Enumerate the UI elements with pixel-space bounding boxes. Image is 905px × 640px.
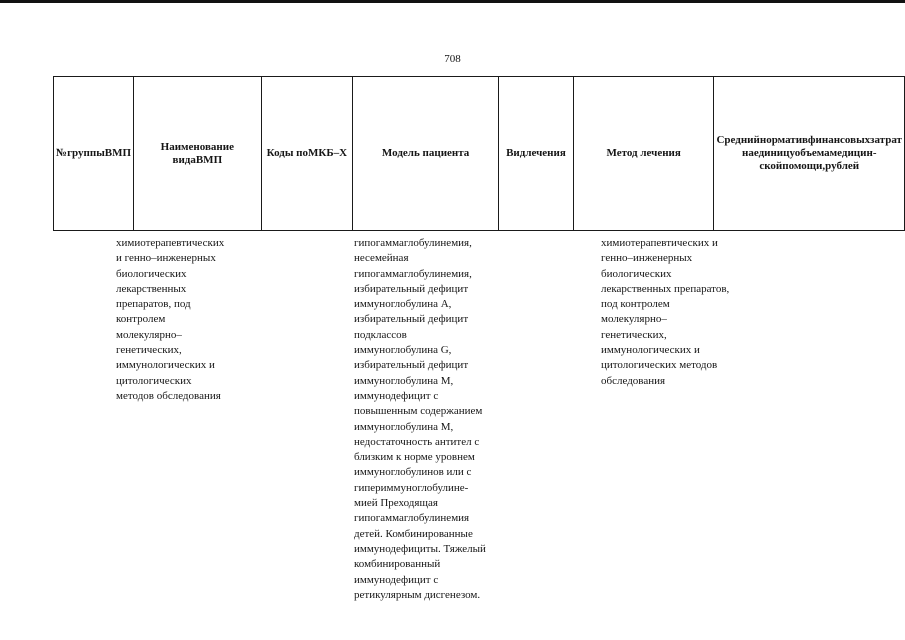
- cell-vmp-name-line: цитологических: [116, 374, 192, 387]
- header-patient-model-line: Модель пациента: [381, 147, 470, 159]
- cell-vmp-name-line: методов обследования: [116, 389, 221, 402]
- cell-patient-model-line: избирательный дефицит: [354, 359, 469, 372]
- cell-treatment-method-line: под контролем: [601, 298, 670, 311]
- header-treatment-type-line: Вид: [506, 147, 526, 159]
- header-cell-vmp-type-name: [134, 77, 261, 231]
- cell-vmp-name-line: иммунологических и: [116, 359, 215, 372]
- cell-treatment-method-line: иммунологических и: [601, 344, 700, 357]
- cell-patient-model-line: ретикулярным дисгенезом.: [354, 588, 481, 601]
- header-cell-treatment-type: [499, 77, 574, 231]
- cell-patient-model-line: комбинированный: [354, 558, 441, 571]
- header-group-no-line: №: [56, 147, 68, 159]
- header-vmp-type-name-line: ВМП: [195, 153, 223, 166]
- cell-treatment-method-line: молекулярно–: [601, 313, 667, 326]
- cell-treatment-method-line: лекарственных препаратов,: [601, 282, 730, 295]
- table-header: [53, 76, 905, 231]
- header-icd-codes-line: МКБ–Х: [308, 147, 348, 159]
- cell-patient-model-line: избирательный дефицит: [354, 313, 469, 326]
- cell-treatment-method-line: биологических: [601, 267, 672, 280]
- header-avg-cost-standard-line: норматив: [759, 134, 808, 146]
- header-group-no-line: ВМП: [104, 147, 132, 159]
- page-number: 708: [444, 53, 461, 65]
- cell-patient-model-line: иммунодефицит с: [354, 573, 439, 586]
- header-avg-cost-standard-line: Средний: [716, 134, 760, 146]
- cell-patient-model-line: гипогаммаглобулинемия,: [354, 267, 472, 280]
- cell-patient-model-line: иммуноглобулина А,: [354, 298, 452, 311]
- cell-vmp-name-line: молекулярно–: [116, 328, 182, 341]
- cell-patient-model-line: иммуноглобулина G,: [354, 344, 452, 357]
- header-cell-treatment-method: [573, 77, 714, 231]
- header-avg-cost-standard-line: медицин-: [829, 147, 877, 159]
- cell-treatment-method: [601, 236, 729, 389]
- cell-patient-model-line: гипериммуноглобулине-: [354, 481, 469, 494]
- header-avg-cost-standard-line: ской: [759, 160, 783, 172]
- cell-treatment-method-line: цитологических методов: [601, 359, 718, 372]
- cell-patient-model-line: гипогаммаглобулинемия: [354, 512, 470, 525]
- cell-vmp-name-line: и генно–инженерных: [116, 252, 216, 265]
- cell-patient-model-line: иммуноглобулина М,: [354, 420, 454, 433]
- cell-patient-model-line: иммунодефицит с: [354, 389, 439, 402]
- cell-treatment-method-line: обследования: [601, 374, 666, 387]
- cell-patient-model: [354, 236, 486, 603]
- cell-vmp-name-line: лекарственных: [116, 282, 187, 295]
- header-cell-icd-codes: [261, 77, 353, 231]
- cell-patient-model-line: иммуноглобулинов или с: [354, 466, 472, 479]
- header-group-no-line: группы: [67, 147, 105, 159]
- header-cell-patient-model: [353, 77, 499, 231]
- header-avg-cost-standard-line: помощи,: [782, 160, 826, 172]
- cell-patient-model-line: подклассов: [354, 328, 407, 341]
- header-cell-group-no: [54, 77, 134, 231]
- cell-vmp-name: [116, 236, 224, 404]
- cell-treatment-method-line: химиотерапевтических и: [601, 237, 718, 249]
- cell-patient-model-line: мией Преходящая: [354, 497, 438, 510]
- cell-patient-model-line: детей. Комбинированные: [354, 527, 473, 540]
- cell-patient-model-line: иммунодефициты. Тяжелый: [354, 542, 486, 555]
- cell-vmp-name-line: препаратов, под: [116, 298, 191, 311]
- header-treatment-type-line: лечения: [525, 147, 566, 159]
- cell-patient-model-line: избирательный дефицит: [354, 282, 469, 295]
- header-avg-cost-standard-line: рублей: [825, 160, 860, 172]
- cell-vmp-name-line: генетических,: [116, 344, 182, 357]
- cell-patient-model-line: гипогаммаглобулинемия,: [354, 237, 472, 249]
- header-avg-cost-standard-line: финансовых: [807, 134, 871, 146]
- cell-patient-model-line: недостаточность антител с: [354, 435, 480, 448]
- cell-vmp-name-line: биологических: [116, 267, 187, 280]
- cell-patient-model-line: иммуноглобулина М,: [354, 374, 454, 387]
- header-treatment-method-line: Метод лечения: [606, 147, 681, 159]
- header-avg-cost-standard-line: объема: [794, 147, 830, 159]
- cell-treatment-method-line: генетических,: [601, 328, 667, 341]
- cell-patient-model-line: близким к норме уровнем: [354, 451, 475, 464]
- header-vmp-type-name-line: Наименование вида: [160, 140, 234, 166]
- header-avg-cost-standard-line: единицу: [753, 147, 795, 159]
- header-icd-codes-line: Коды по: [266, 147, 308, 159]
- cell-patient-model-line: несемейная: [354, 252, 409, 265]
- cell-vmp-name-line: контролем: [116, 313, 166, 326]
- cell-treatment-method-line: генно–инженерных: [601, 252, 693, 265]
- header-avg-cost-standard-line: затрат на: [741, 134, 902, 159]
- scan-top-edge: [0, 0, 905, 3]
- cell-patient-model-line: повышенным содержанием: [354, 405, 483, 418]
- header-cell-avg-cost-standard: [714, 77, 905, 231]
- cell-vmp-name-line: химиотерапевтических: [116, 237, 225, 249]
